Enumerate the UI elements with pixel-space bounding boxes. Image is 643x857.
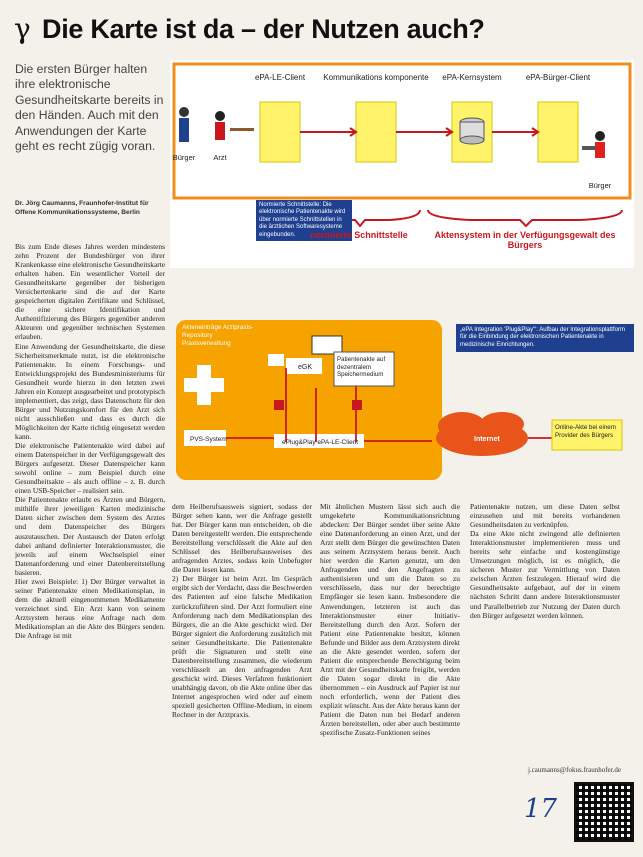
folder-icon bbox=[312, 336, 342, 354]
medium-label: Patientenakte auf dezentralem Speichermedium bbox=[337, 356, 386, 379]
node-buerger-client bbox=[538, 102, 578, 162]
page-title: Die Karte ist da – der Nutzen auch? bbox=[42, 14, 485, 44]
node-label-kern: ePA-Kernsystem bbox=[442, 73, 502, 82]
article-column-1: Bis zum Ende dieses Jahres werden mindestens zehn Prozent der Bundesbürger von ihrer Krankenkasse eine elektronische Gesundheitskarte erhalten haben. Ein wesentlicher Vorteil der Gesundheitskarte gegenüber der bisherigen Versichertenkarte sind die auf der Karte gespeicherten digitalen Zertifikate und Schlüssel, die eine sichere Identifikation und Authentifizierung des Bürgers gegenüber anderen Akteuren und gegenüber technischen Systemen erlauben. Eine Anwendung der Gesundheitskarte, die diese Sicherheitsmerkmale nutzt, ist die elektronische Patientenakte. In einem Forschungs- und Entwicklungsprojekt des Bundesministeriums für Gesundheit wurde hierzu in den letzten zwei Jahren ein Konzept ausgearbeitet und prototypisch implementiert, das zeigt, dass Datenschutz für den Bürger und Nutzungskomfort für den Arzt sich nicht ausschließen und dass es durch die Möglichkeiten der Karte richtig eingesetzt werden kann. Die elektronische Patientenakte wird dabei auf einem Datenspeicher in der Verfügungsgewalt des Bürgers aufgesetzt. Dieser Datenspeicher kann sowohl online – zum Beispiel durch eine Gesundheitsakte – als auch offline – z. B. durch einen USB-Speicher – realisiert sein. Die Patientenakte erlaubt es Ärzten und Bürgern, mithilfe ihrer jeweiligen Karten medizinische Daten sicher zwischen dem System des Arztes und dem Datenspeicher des Bürgers auszutauschen. Der Austausch der Daten erfolgt dabei anhand definierter Interaktionsmuster, die jeweils auf einem Wechselspiel einer Datenanforderung und einer Datenbereitstellung basieren. Hier zwei Beispiele: 1) Der Bürger verwaltet in seiner Patientenakte einen Medikationsplan, in dem die aktuell eingenommenen Medikamente verzeichnet sind. Ein Arzt kann von seinem Arztsystem heraus eine Anfrage nach dem Medikationsplan an die Akte des Bürgers senden. Die Anfrage ist mit bbox=[15, 242, 165, 641]
qr-code-icon bbox=[574, 782, 634, 842]
node-le-client bbox=[260, 102, 300, 162]
integration-diagram bbox=[170, 314, 634, 484]
egk-label: eGK bbox=[298, 364, 313, 371]
architecture-diagram bbox=[170, 60, 634, 268]
node-label-komm: Kommunikations komponente bbox=[323, 73, 429, 82]
node-marker-1 bbox=[274, 400, 284, 410]
note-normierte-schnittstelle: Normierte Schnittstelle: Die elektronische Patientenakte wird über normierte Schnittstellen in die ärztlichen Softwaresysteme eingebunden. bbox=[256, 200, 352, 241]
buerger-figure-icon bbox=[179, 107, 189, 117]
label-buerger-right: Bürger bbox=[588, 181, 612, 190]
buerger-user-icon bbox=[595, 131, 605, 141]
article-column-4: Patientenakte nutzen, um diese Daten selbst einzusehen und mit bereits vorhandenen Gesundheitsdaten zu verknüpfen. Da eine Akte nicht zwingend alle definierten Interaktionsmuster implementieren muss und bereits sehr einfache und kostengünstige Umsetzungen möglich, ist es möglich, die sicheren Muster zur Vermittlung von Daten zwischen Ärzten festzulegen. Hierauf wird die Gesundheitsakte aufgebaut, auf der in einem nächsten Schritt dann andere Interaktionsmuster und Parallelbetrieb zur Nutzung der Daten durch den Bürger aufgesetzt werden können. bbox=[470, 502, 620, 620]
brace-right bbox=[428, 210, 622, 226]
node-komm bbox=[356, 102, 396, 162]
page-number: 17 bbox=[524, 794, 558, 824]
headline-ornament: γ bbox=[14, 12, 31, 45]
author-byline: Dr. Jörg Caumanns, Fraunhofer-Institut für Offene Kommunikationssysteme, Berlin bbox=[15, 200, 149, 216]
brace-label-left: normierte Schnittstelle bbox=[310, 230, 408, 240]
label-buerger: Bürger bbox=[172, 153, 196, 162]
arzt-figure-icon bbox=[215, 111, 225, 121]
praxis-panel-title: Akteneinträge Arztpraxis-Repository Praxisverwaltung bbox=[182, 324, 254, 348]
document-icon bbox=[268, 354, 284, 366]
author-email: j.caumanns@fokus.fraunhofer.de bbox=[528, 766, 621, 774]
article-lead: Die ersten Bürger halten ihre elektronische Gesundheitskarte bereits in den Händen. Auch mit den Anwendungen der Karte geht es recht zügig voran. bbox=[15, 62, 164, 154]
node-marker-2 bbox=[352, 400, 362, 410]
client-label: ePlug&Play ePA-LE-Client bbox=[282, 439, 359, 446]
note-plug-play: „ePA Integration 'Plug&Play'“: Aufbau der Integrationsplattform für die Einbindung der elektronischen Patientenakte in medizinische Einrichtungen. bbox=[456, 324, 634, 352]
pvs-label: PVS-System bbox=[190, 436, 227, 443]
node-label-le-client: ePA-LE-Client bbox=[254, 73, 306, 82]
article-column-3: Mit ähnlichen Mustern lässt sich auch die umgekehrte Kommunikationsrichtung abdecken: Der Bürger sendet über seine Akte eine Datenanforderung an einen Arzt, und der Arzt stellt dem Bürger die gewünschten Daten aus seinem Arztsystem heraus bereit. Auch hier werden die Karten genutzt, um den Anfragenden und den Angefragten zu authentisieren und um die Daten so zu verschlüsseln, dass nur der berechtigte Empfänger sie lesen kann. Insbesondere die Anwendungen, letzteren ist auch das Interaktionsmuster einer Initiativ-Bereitstellung durch den Arzt. Sofern der Patient eine Patientenakte besitzt, können Befunde und Bilder aus dem Arztsystem direkt an die Akte gesendet werden, sofern der Patient die entsprechende Berechtigung beim Arzt mit der Gesundheitskarte freigibt, werden die Daten sogar direkt in die Akte übernommen – ein Ausdruck auf Papier ist nur noch erforderlich, wenn der Patient dies explizit wünscht. Aus der Akte heraus kann der Patient die Daten nun bei Bedarf anderen Ärzten bereitstellen, oder aber auch bestimmte spezifische Zusatz-Funktionen seines bbox=[320, 502, 460, 738]
online-akte-label: Online-Akte bei einem Provider des Bürgers bbox=[555, 424, 616, 439]
brace-label-right: Aktensystem in der Verfügungsgewalt des Bürgers bbox=[434, 230, 616, 250]
article-column-2: dem Heilberufsausweis signiert, sodass der Bürger sehen kann, wer die Anfrage gestellt hat. Der Bürger kann nun entscheiden, ob die Daten bereitgestellt werden. Die entsprechende Bereitstellung verschlüsselt die Akte auf den Schlüssel des Heilberufsausweises des anfragenden Arztes, sodass kein Unbefugter die Daten lesen kann. 2) Der Bürger ist beim Arzt. Im Gespräch ergibt sich der Verdacht, dass die Beschwerden des Patienten auf eine falsche Medikation zurückzuführen sind. Der Arzt formuliert eine Anforderung nach dem Medikationsplan des Bürgers, die an die Akte geschickt wird. Der Bürger signiert die Anforderung zusätzlich mit seiner Gesundheitskarte. Die Patientenakte prüft die Signaturen und stellt eine Datenbereitstellung zusammen, die wiederum verschlüsselt an den anfragenden Arzt geschickt wird. Dieses Verfahren funktioniert unabhängig davon, ob die Akte online über das Internet angesprochen wird oder auf einem speziell gesicherten Offline-Medium, in einem Rechner in der Arztpraxis. bbox=[172, 502, 312, 720]
label-arzt: Arzt bbox=[213, 153, 227, 162]
internet-label: Internet bbox=[474, 436, 500, 443]
node-label-buerger-client: ePA-Bürger-Client bbox=[525, 73, 591, 82]
